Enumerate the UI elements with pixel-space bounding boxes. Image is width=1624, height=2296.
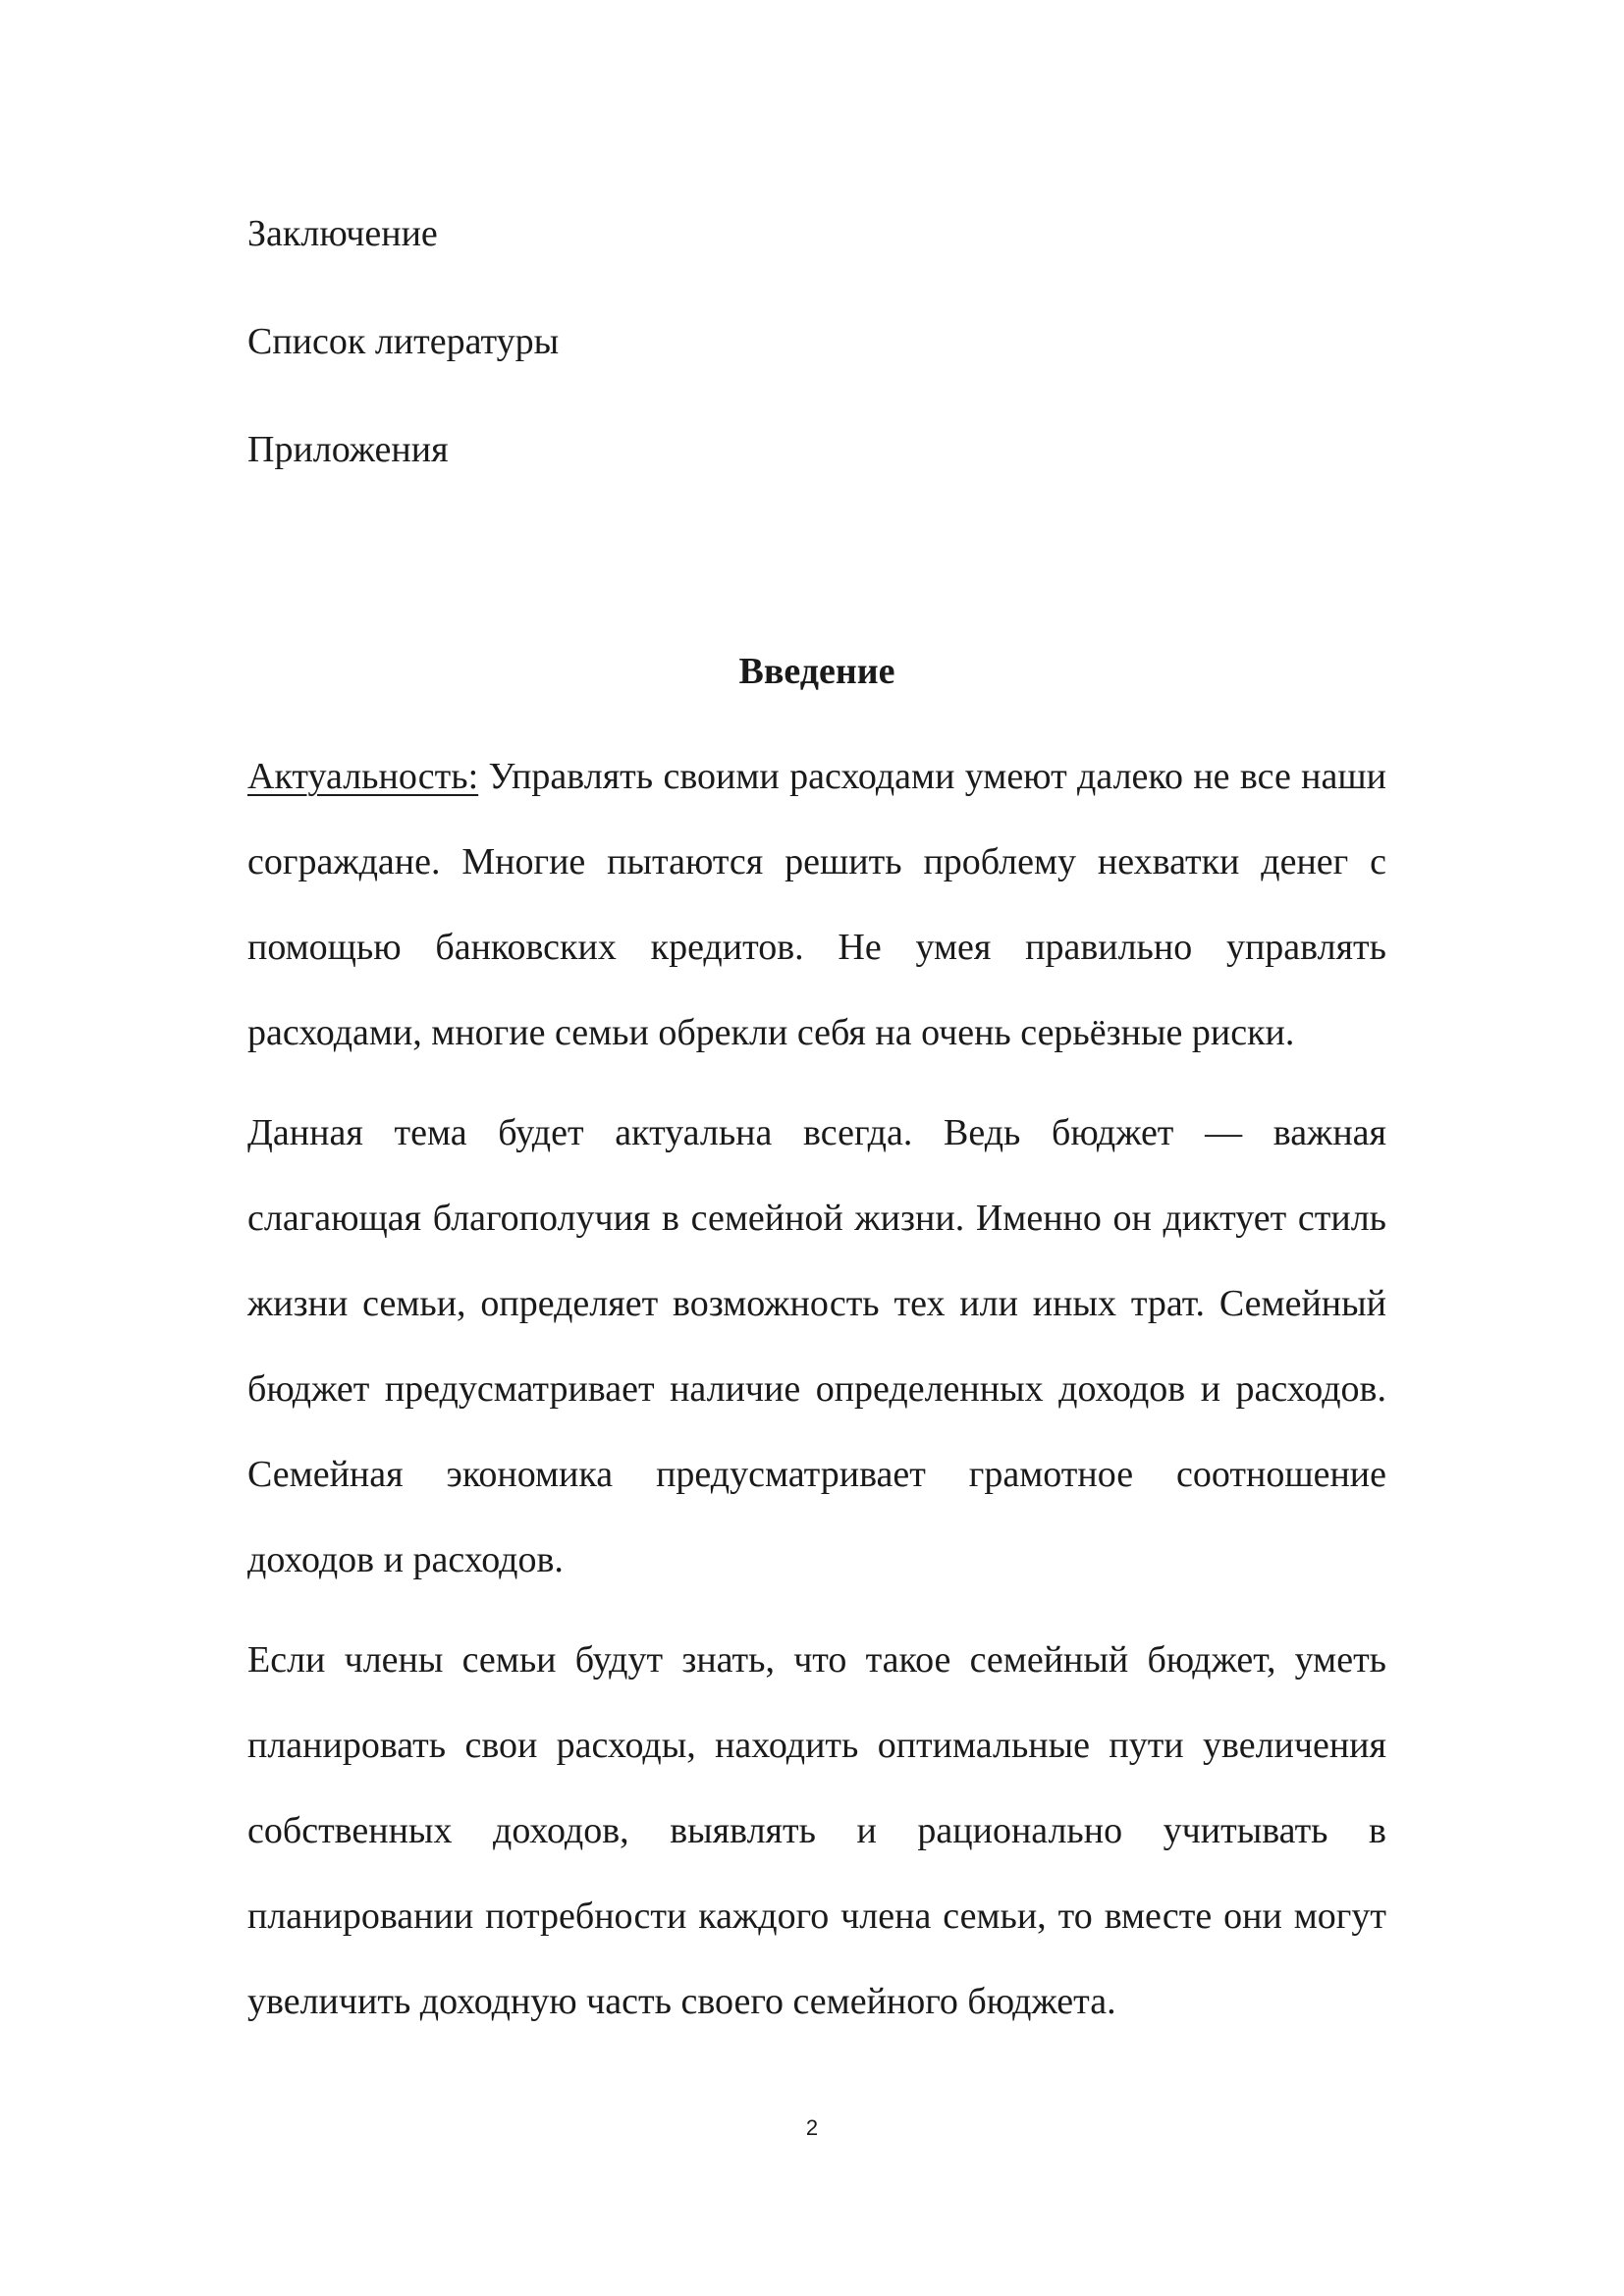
page-number: 2 (805, 2115, 819, 2140)
toc-item-appendices: Приложения (247, 429, 449, 470)
toc-item-references: Список литературы (247, 321, 560, 362)
introduction-section (247, 648, 1386, 2059)
section-title: Введение (738, 651, 895, 692)
paragraph-family-planning: Если члены семьи будут знать, что такое семейный бюджет, уметь планировать свои расходы, находить оптимальные пути увеличения собственных доходов, выявлять и рационально учитывать в планировании потребности каждого члена семьи, то вместе они могут увеличить доходную часть своего семейного бюджета. (247, 1639, 1386, 2022)
toc-item-conclusion: Заключение (247, 213, 438, 254)
paragraph-lead-label: Актуальность: (247, 756, 479, 797)
paragraph-text: Управлять своими расходами умеют далеко не все наши сограждане. Многие пытаются решить проблему нехватки денег с помощью банковских кредитов. Не умея правильно управлять расходами, многие семьи обрекли себя на очень серьёзные риски. (247, 756, 1386, 1053)
paragraph-budget-importance: Данная тема будет актуальна всегда. Ведь бюджет — важная слагающая благополучия в семейной жизни. Именно он диктует стиль жизни семьи, определяет возможность тех или иных трат. Семейный бюджет предусматривает наличие определенных доходов и расходов. Семейная экономика предусматривает грамотное соотношение доходов и расходов. (247, 1112, 1386, 1580)
table-of-contents (247, 210, 1386, 534)
paragraph-relevance (247, 734, 1386, 1076)
